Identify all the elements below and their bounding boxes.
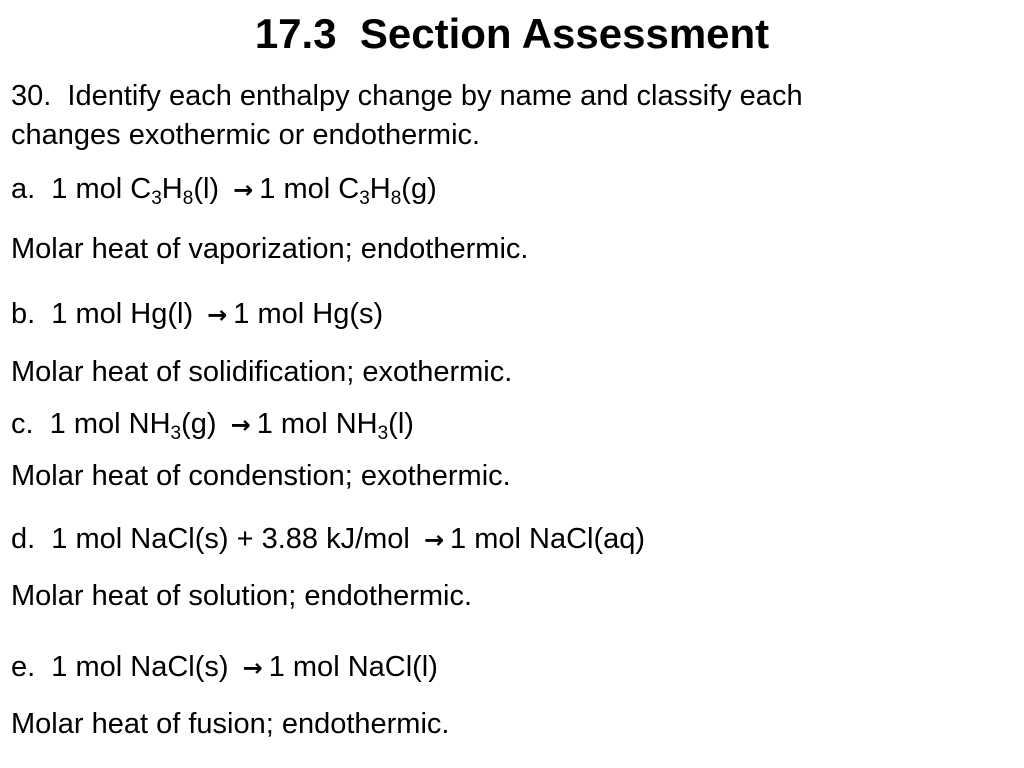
item-e-equation: [11, 648, 438, 687]
item-c-after-arrow: 1 mol NH: [256, 408, 378, 440]
item-a-mid-1: H: [161, 173, 183, 205]
item-c-subscript-1: 3: [170, 423, 182, 444]
item-a-subscript-4: 8: [390, 188, 402, 209]
item-b-answer: Molar heat of solidification; exothermic.: [11, 356, 513, 388]
slide-title: 17.3 Section Assessment: [254, 10, 770, 57]
question-prompt-line-1: 30. Identify each enthalpy change by name and classify each: [11, 80, 803, 112]
arrow-right-icon: →: [233, 176, 254, 204]
item-a-mid-2: (l): [193, 173, 228, 205]
item-d-equation: [11, 520, 645, 559]
item-b-before-arrow: b. 1 mol Hg(l): [11, 298, 202, 330]
arrow-right-icon: →: [242, 654, 263, 682]
item-b-equation: [11, 295, 383, 334]
item-c-mid-1: (g): [181, 408, 225, 440]
arrow-right-icon: →: [207, 301, 228, 329]
item-e-after-arrow: 1 mol NaCl(l): [268, 651, 438, 683]
item-d-answer: Molar heat of solution; endothermic.: [11, 580, 473, 612]
item-a-answer: Molar heat of vaporization; endothermic.: [11, 233, 529, 265]
item-e-answer: Molar heat of fusion; endothermic.: [11, 708, 450, 740]
item-c-subscript-2: 3: [377, 423, 389, 444]
arrow-right-icon: →: [423, 526, 445, 554]
item-a-suffix: (g): [401, 173, 437, 205]
item-a-subscript-1: 3: [151, 188, 162, 209]
item-c-prefix: c. 1 mol NH: [11, 408, 171, 440]
item-e-before-arrow: e. 1 mol NaCl(s): [11, 651, 237, 683]
arrow-right-icon: →: [230, 411, 251, 439]
item-c-suffix: (l): [388, 408, 414, 440]
item-a-mid-3: H: [369, 173, 391, 205]
item-a-subscript-2: 8: [182, 188, 194, 209]
question-prompt-line-2: changes exothermic or endothermic.: [11, 119, 481, 151]
item-c-equation: [11, 405, 414, 444]
item-d-after-arrow: 1 mol NaCl(aq): [450, 523, 646, 555]
item-a-after-arrow: 1 mol C: [259, 173, 360, 205]
item-a-prefix: a. 1 mol C: [11, 173, 152, 205]
item-a-subscript-3: 3: [359, 188, 370, 209]
item-a-equation: [11, 170, 437, 209]
item-b-after-arrow: 1 mol Hg(s): [233, 298, 384, 330]
item-d-before-arrow: d. 1 mol NaCl(s) + 3.88 kJ/mol: [11, 523, 418, 555]
item-c-answer: Molar heat of condenstion; exothermic.: [11, 460, 511, 492]
